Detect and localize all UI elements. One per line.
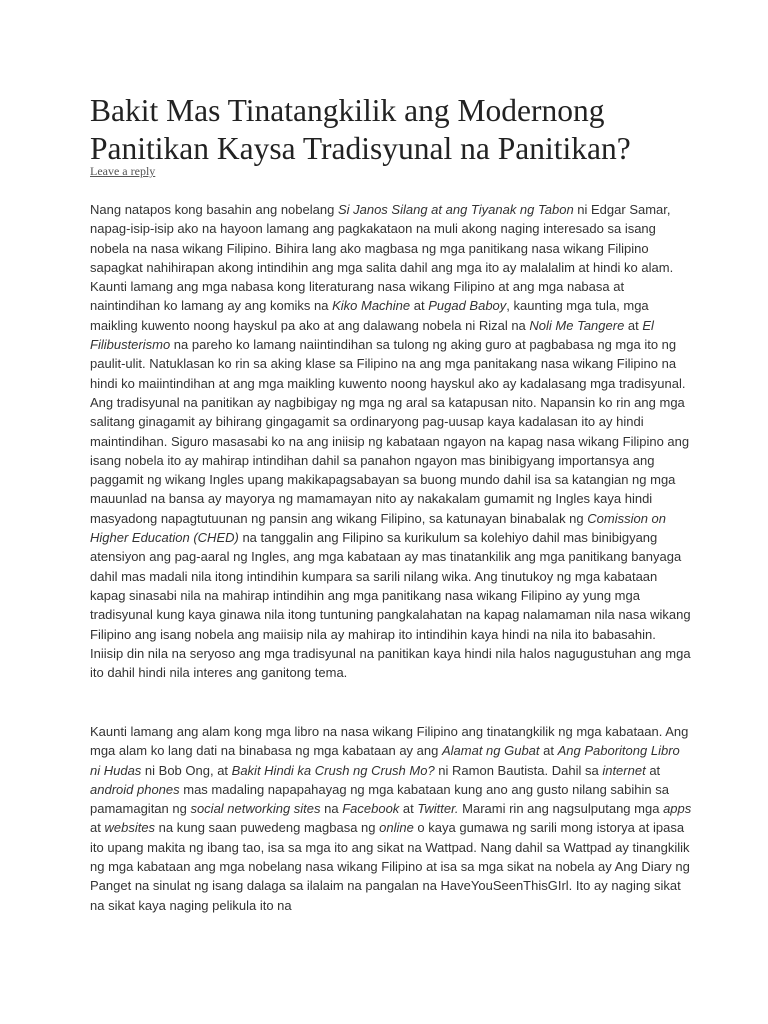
italic-text-segment: Pugad Baboy — [428, 298, 507, 314]
text-segment: ni Bob Ong, at — [141, 762, 232, 778]
italic-text-segment: Ang Paboritong Libro ni Hudas — [90, 743, 680, 778]
text-segment: at — [399, 801, 418, 817]
text-segment: at — [539, 743, 558, 759]
italic-text-segment: websites — [104, 820, 156, 836]
text-segment: o kaya gumawa ng sarili mong istorya at ipasa ito upang makita ng ibang tao, isa sa mga ito ang sikat na Wattpad. Nang dahil sa Wattpad ay tinangkilik ng mga kabataan ang mga nobelang nasa wikang Filipino at isa sa mga sikat na nobela ay Ang Diary ng Panget na sinulat ng isang dalaga sa ilalaim na pangalan na HaveYouSeenThisGIrl. Ito ay naging sikat na sikat kaya naging pelikula ito na — [90, 820, 690, 913]
italic-text-segment: Noli Me Tangere — [529, 317, 625, 333]
text-segment: na kung saan puwedeng magbasa ng — [155, 820, 380, 836]
text-segment: na — [320, 801, 343, 817]
text-segment: at — [645, 762, 661, 778]
text-segment: na pareho ko lamang naiintindihan sa tulong ng aking guro at pagbabasa ng mga ito ng paulit-ulit. Natuklasan ko rin sa aking klase sa Filipino na ang mga panitakang nasa wikang Filipino na hindi ko maiintindihan at ang mga maikling kuwento noong hayskul ako ay kadalasang mga tradisyunal. Ang tradisyunal na panitikan ay nagbibigay ng mga ng aral sa katapusan nito. Napansin ko rin ang mga salitang ginagamit ay bihirang gingagamit sa ordinaryong pag-uusap kaya kadalasan ito ay hindi maintindihan. Siguro masasabi ko na ang iniisip ng kabataan ngayon na kapag nasa wikang Filipino ang isang nobela ito ay mahirap intindihan dahil sa panahon ngayon mas binibigyang importansya ang paggamit ng wikang Ingles upang makikapagsabayan sa buong mundo dahil isa sa katangian ng mga mauunlad na bansa ay mayorya ng mamamayan nito ay nakakalam gumamit ng Ingles kaya hindi masyadong napagtutuunan ng pansin ang wikang Filipino, sa katunayan binabalak ng — [90, 337, 690, 526]
italic-text-segment: Si Janos Silang at ang Tiyanak ng Tabon — [337, 202, 574, 217]
text-segment: Nang natapos kong basahin ang nobelang — [90, 202, 338, 217]
italic-text-segment: Twitter. — [417, 801, 459, 817]
italic-text-segment: android phones — [90, 781, 180, 797]
italic-text-segment: Bakit Hindi ka Crush ng Crush Mo? — [231, 762, 435, 778]
text-segment: , kaunting mga tula, mga maikling kuwento noong hayskul pa ako at ang dalawang nobela ni Rizal na — [90, 298, 649, 333]
text-segment: at — [624, 317, 643, 333]
italic-text-segment: El Filibusterismo — [90, 317, 654, 353]
text-segment: ni Ramon Bautista. Dahil sa — [434, 762, 603, 778]
italic-text-segment: internet — [602, 762, 646, 778]
text-segment: at — [410, 298, 429, 314]
italic-text-segment: apps — [663, 801, 692, 817]
italic-text-segment: Facebook — [342, 801, 400, 817]
article-paragraph-2 — [90, 722, 692, 915]
italic-text-segment: Kiko Machine — [332, 298, 411, 314]
text-segment: mas madaling napapahayag ng mga kabataan kung ano ang gusto nilang sabihin sa pamamagitan ng — [90, 781, 669, 817]
text-segment: Kaunti lamang ang alam kong mga libro na nasa wikang Filipino ang tinatangkilik ng mga kabataan. Ang mga alam ko lang dati na binabasa ng mga kabataan ay ang — [90, 724, 689, 759]
leave-reply-link[interactable]: Leave a reply — [90, 164, 156, 178]
article-title: Bakit Mas Tinatangkilik ang Modernong Panitikan Kaysa Tradisyunal na Panitikan? — [90, 93, 631, 166]
text-segment: ni Edgar Samar, napag-isip-isip ako na hayoon lamang ang pagkakataon na muli akong naging interesado sa isang nobela na nasa wikang Filipino. Bihira lang ako magbasa ng mga panitikang nasa wikang Filipino sapagkat nahihirapan akong intindihin ang mga salita dahil ang mga ito ay malalalim at hindi ko alam. Kaunti lamang ang mga nabasa kong literaturang nasa wikang Filipino at ang mga nabasa at naintindihan ko lamang ay ang komiks na — [90, 202, 674, 314]
text-segment: Marami rin ang nagsulputang mga — [458, 801, 664, 817]
italic-text-segment: Alamat ng Gubat — [441, 743, 540, 759]
italic-text-segment: Comission on Higher Education (CHED) — [90, 510, 667, 546]
article-paragraph-1 — [90, 200, 692, 682]
text-segment: at — [90, 820, 105, 836]
italic-text-segment: online — [379, 820, 414, 836]
italic-text-segment: social networking sites — [190, 801, 321, 817]
text-segment: na tanggalin ang Filipino sa kurikulum sa kolehiyo dahil mas binibigyang atensiyon ang pag-aaral ng Ingles, ang mga kabataan ay mas tinatankilik ang mga panitikang banyaga dahil mas madali nila itong intindihin kumpara sa sarili nilang wika. Ang tinutukoy ng mga kabataan kapag sinasabi nila na mahirap intindihin ang mga panitikang nasa wikang Filipino ay yung mga tradisyunal kung kaya ginawa nila itong tuntuning pangkalahatan na kapag nalamaman nila nasa wikang Filipino ang isang nobela ang maiisip nila ay mahirap ito intindihin kaya hindi na nila ito babasahin. Iniisip din nila na seryoso ang mga tradisyunal na panitikan kaya hindi nila halos nagugustuhan ang mga ito dahil hindi nila interes ang ganitong tema. — [90, 530, 691, 681]
